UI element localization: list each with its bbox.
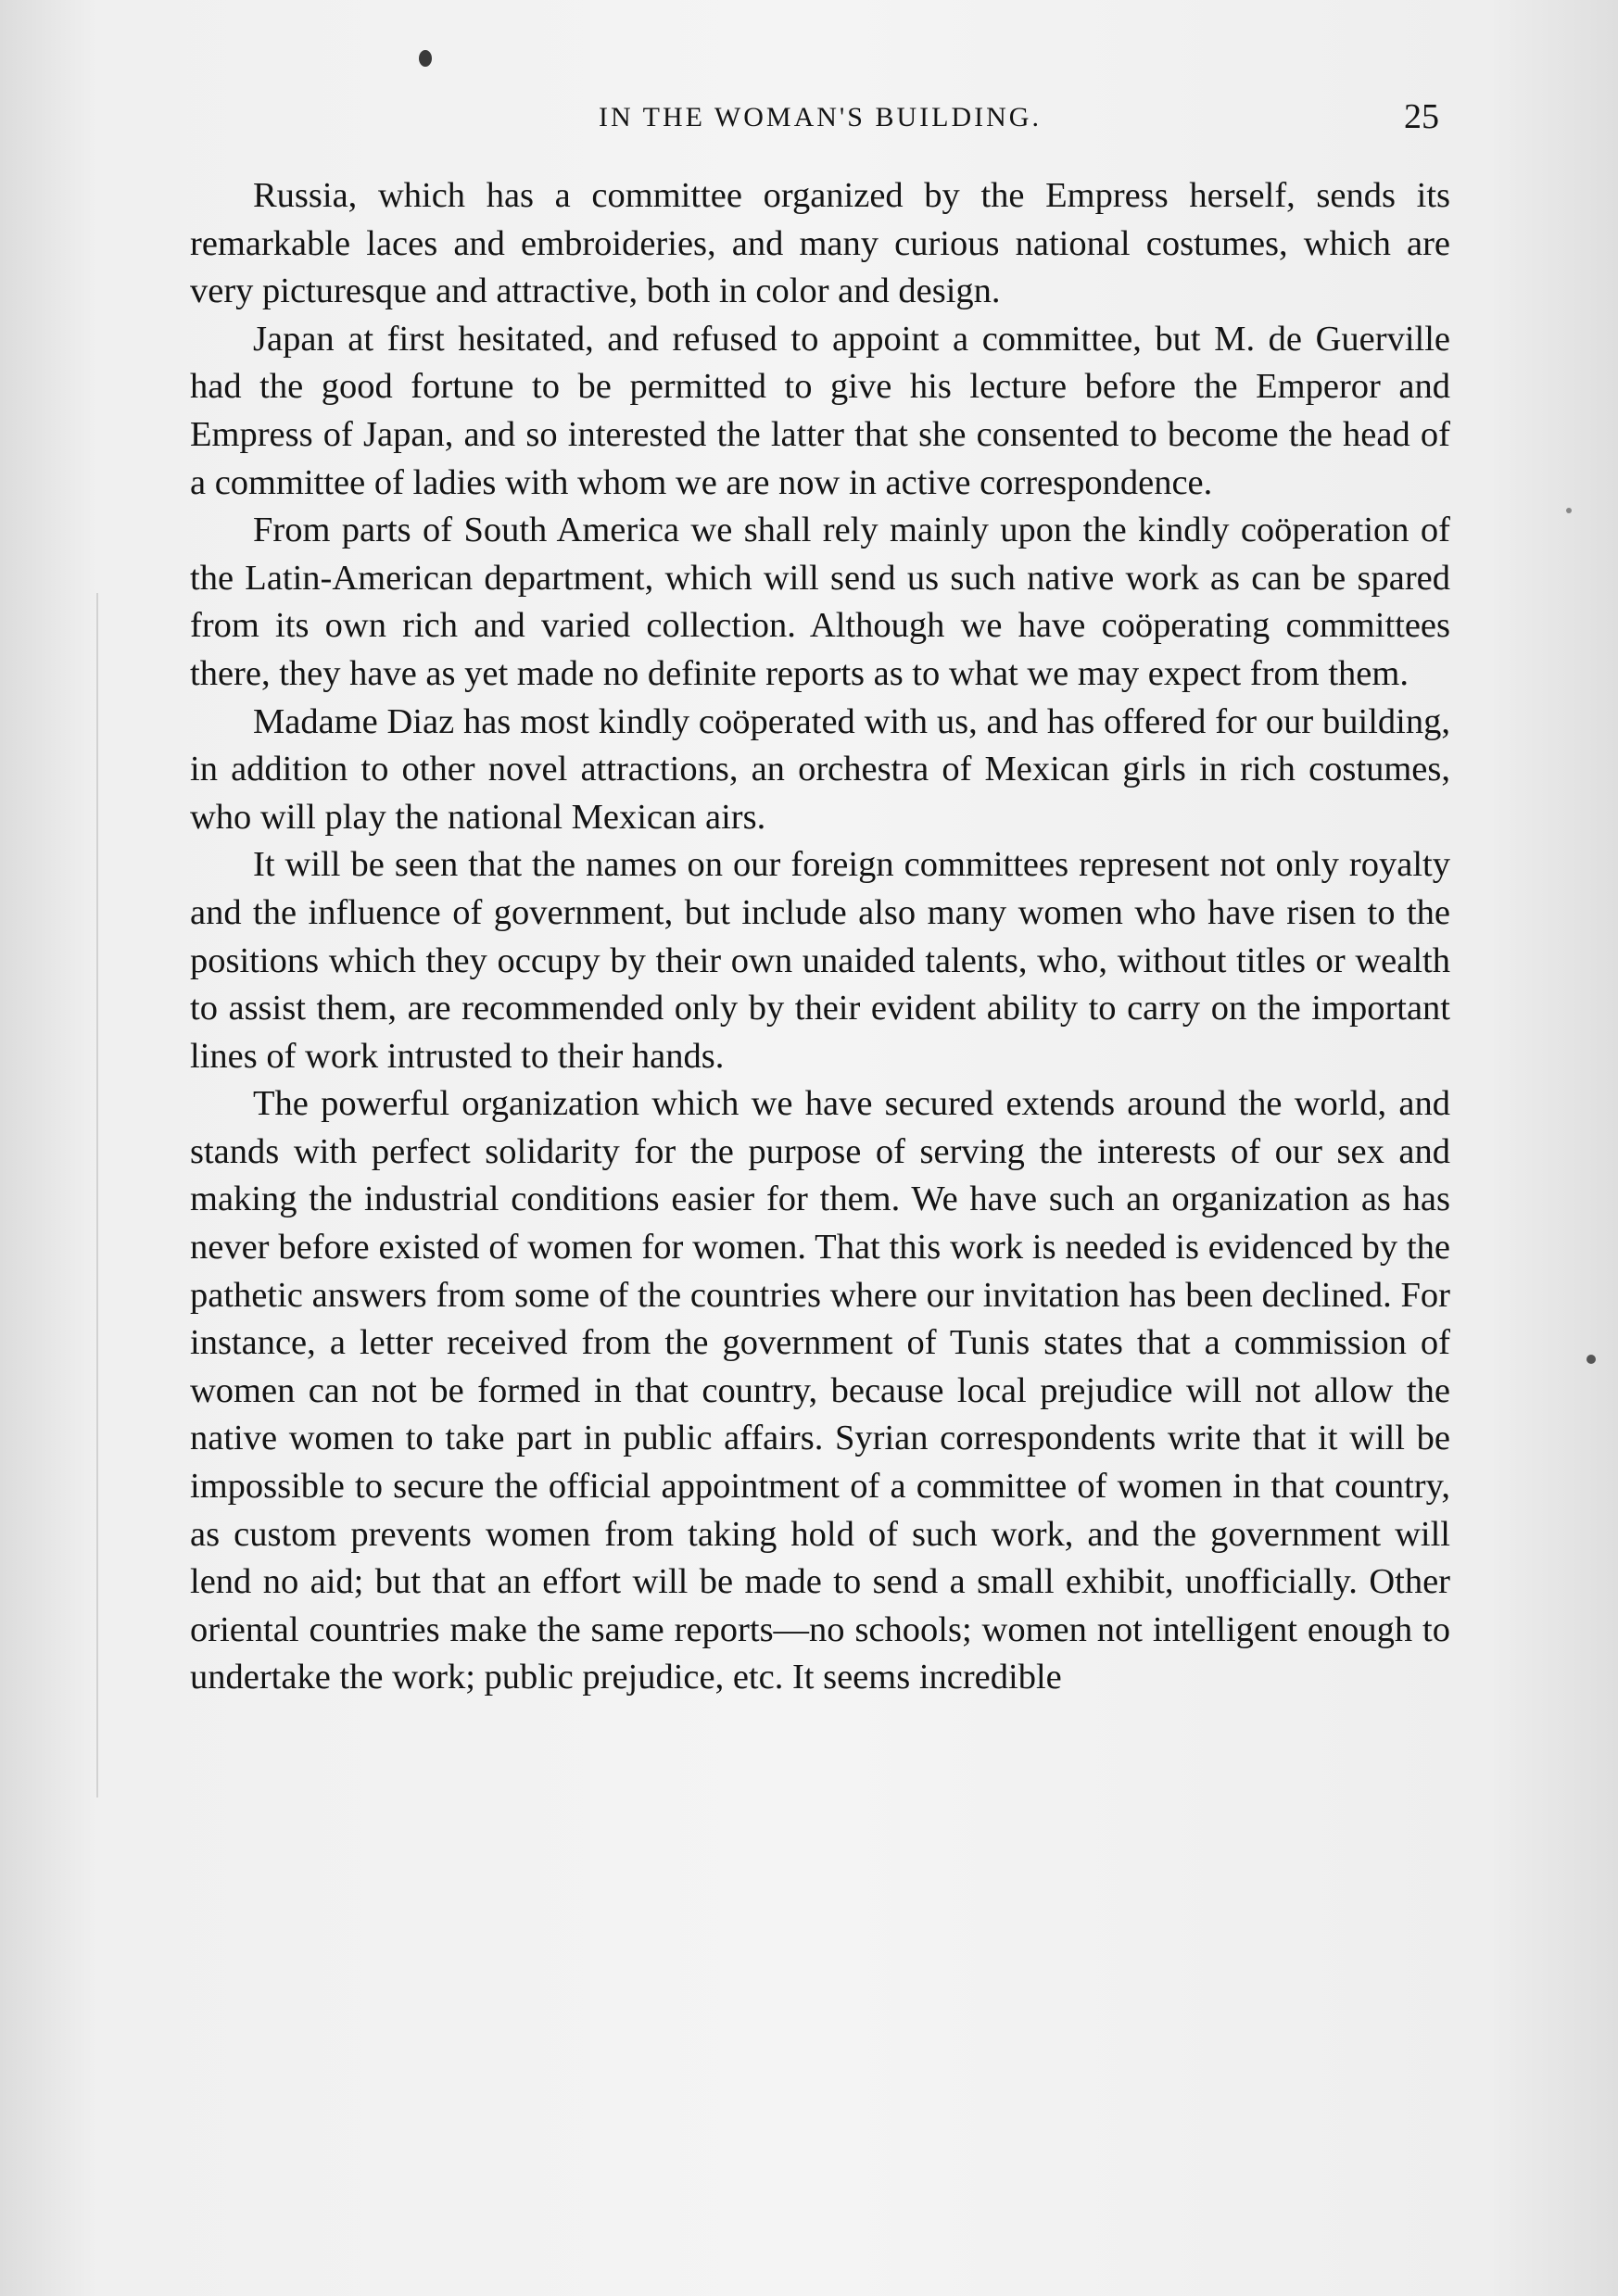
page-number: 25 <box>1404 97 1439 136</box>
paragraph-japan: Japan at first hesitated, and refused to appoint a committee, but M. de Guerville had the good fortune to be permitted to give his lecture before the Emperor and Empress of Japan, and so interested the latter that she consented to become the head of a committee of ladies with whom we are now in active correspondence. <box>190 319 1450 502</box>
paragraph-south-america: From parts of South America we shall rely mainly upon the kindly coöperation of the Latin-American department, which will send us such native work as can be spared from its own rich and varied collection. Although we have coöperating committees there, they have as yet made no definite reports as to what we may expect from them. <box>190 511 1450 693</box>
ink-speck <box>419 50 432 67</box>
running-title: IN THE WOMAN'S BUILDING. <box>599 102 1042 132</box>
paragraph-russia: Russia, which has a committee organized by the Empress herself, sends its remarkable laces and embroideries, and many curious national costumes, which are very picturesque and attractive, both in color and design. <box>190 176 1450 311</box>
ink-speck <box>1586 1355 1596 1364</box>
paragraph-madame-diaz: Madame Diaz has most kindly coöperated with us, and has offered for our building, in addition to other novel attractions, an orchestra of Mexican girls in rich costumes, who will play the national Mexican airs. <box>190 701 1450 837</box>
ink-speck <box>1566 508 1572 513</box>
running-head <box>190 97 1450 148</box>
body-text <box>190 172 1450 2174</box>
gutter-shadow <box>96 593 98 1798</box>
paragraph-organization: The powerful organization which we have secured extends around the world, and stands with perfect solidarity for the purpose of serving the interests of our sex and making the industrial conditions easier for them. We have such an organization as has never before existed of women for women. That this work is needed is evidenced by the pathetic answers from some of the countries where our invitation has been declined. For instance, a letter received from the government of Tunis states that a commission of women can not be formed in that country, because local prejudice will not allow the native women to take part in public affairs. Syrian correspondents write that it will be impossible to secure the official appointment of a committee of women in that country, as custom prevents women from taking hold of such work, and the government will lend no aid; but that an effort will be made to send a small exhibit, unofficially. Other oriental countries make the same reports—no schools; women not intelligent enough to undertake the work; public prejudice, etc. It seems incredible <box>190 1084 1450 1697</box>
paragraph-foreign-committees: It will be seen that the names on our foreign committees represent not only royalty and the influence of government, but include also many women who have risen to the positions which they occupy by their own unaided talents, who, without titles or wealth to assist them, are recommended only by their evident ability to carry on the important lines of work intrusted to their hands. <box>190 845 1450 1076</box>
